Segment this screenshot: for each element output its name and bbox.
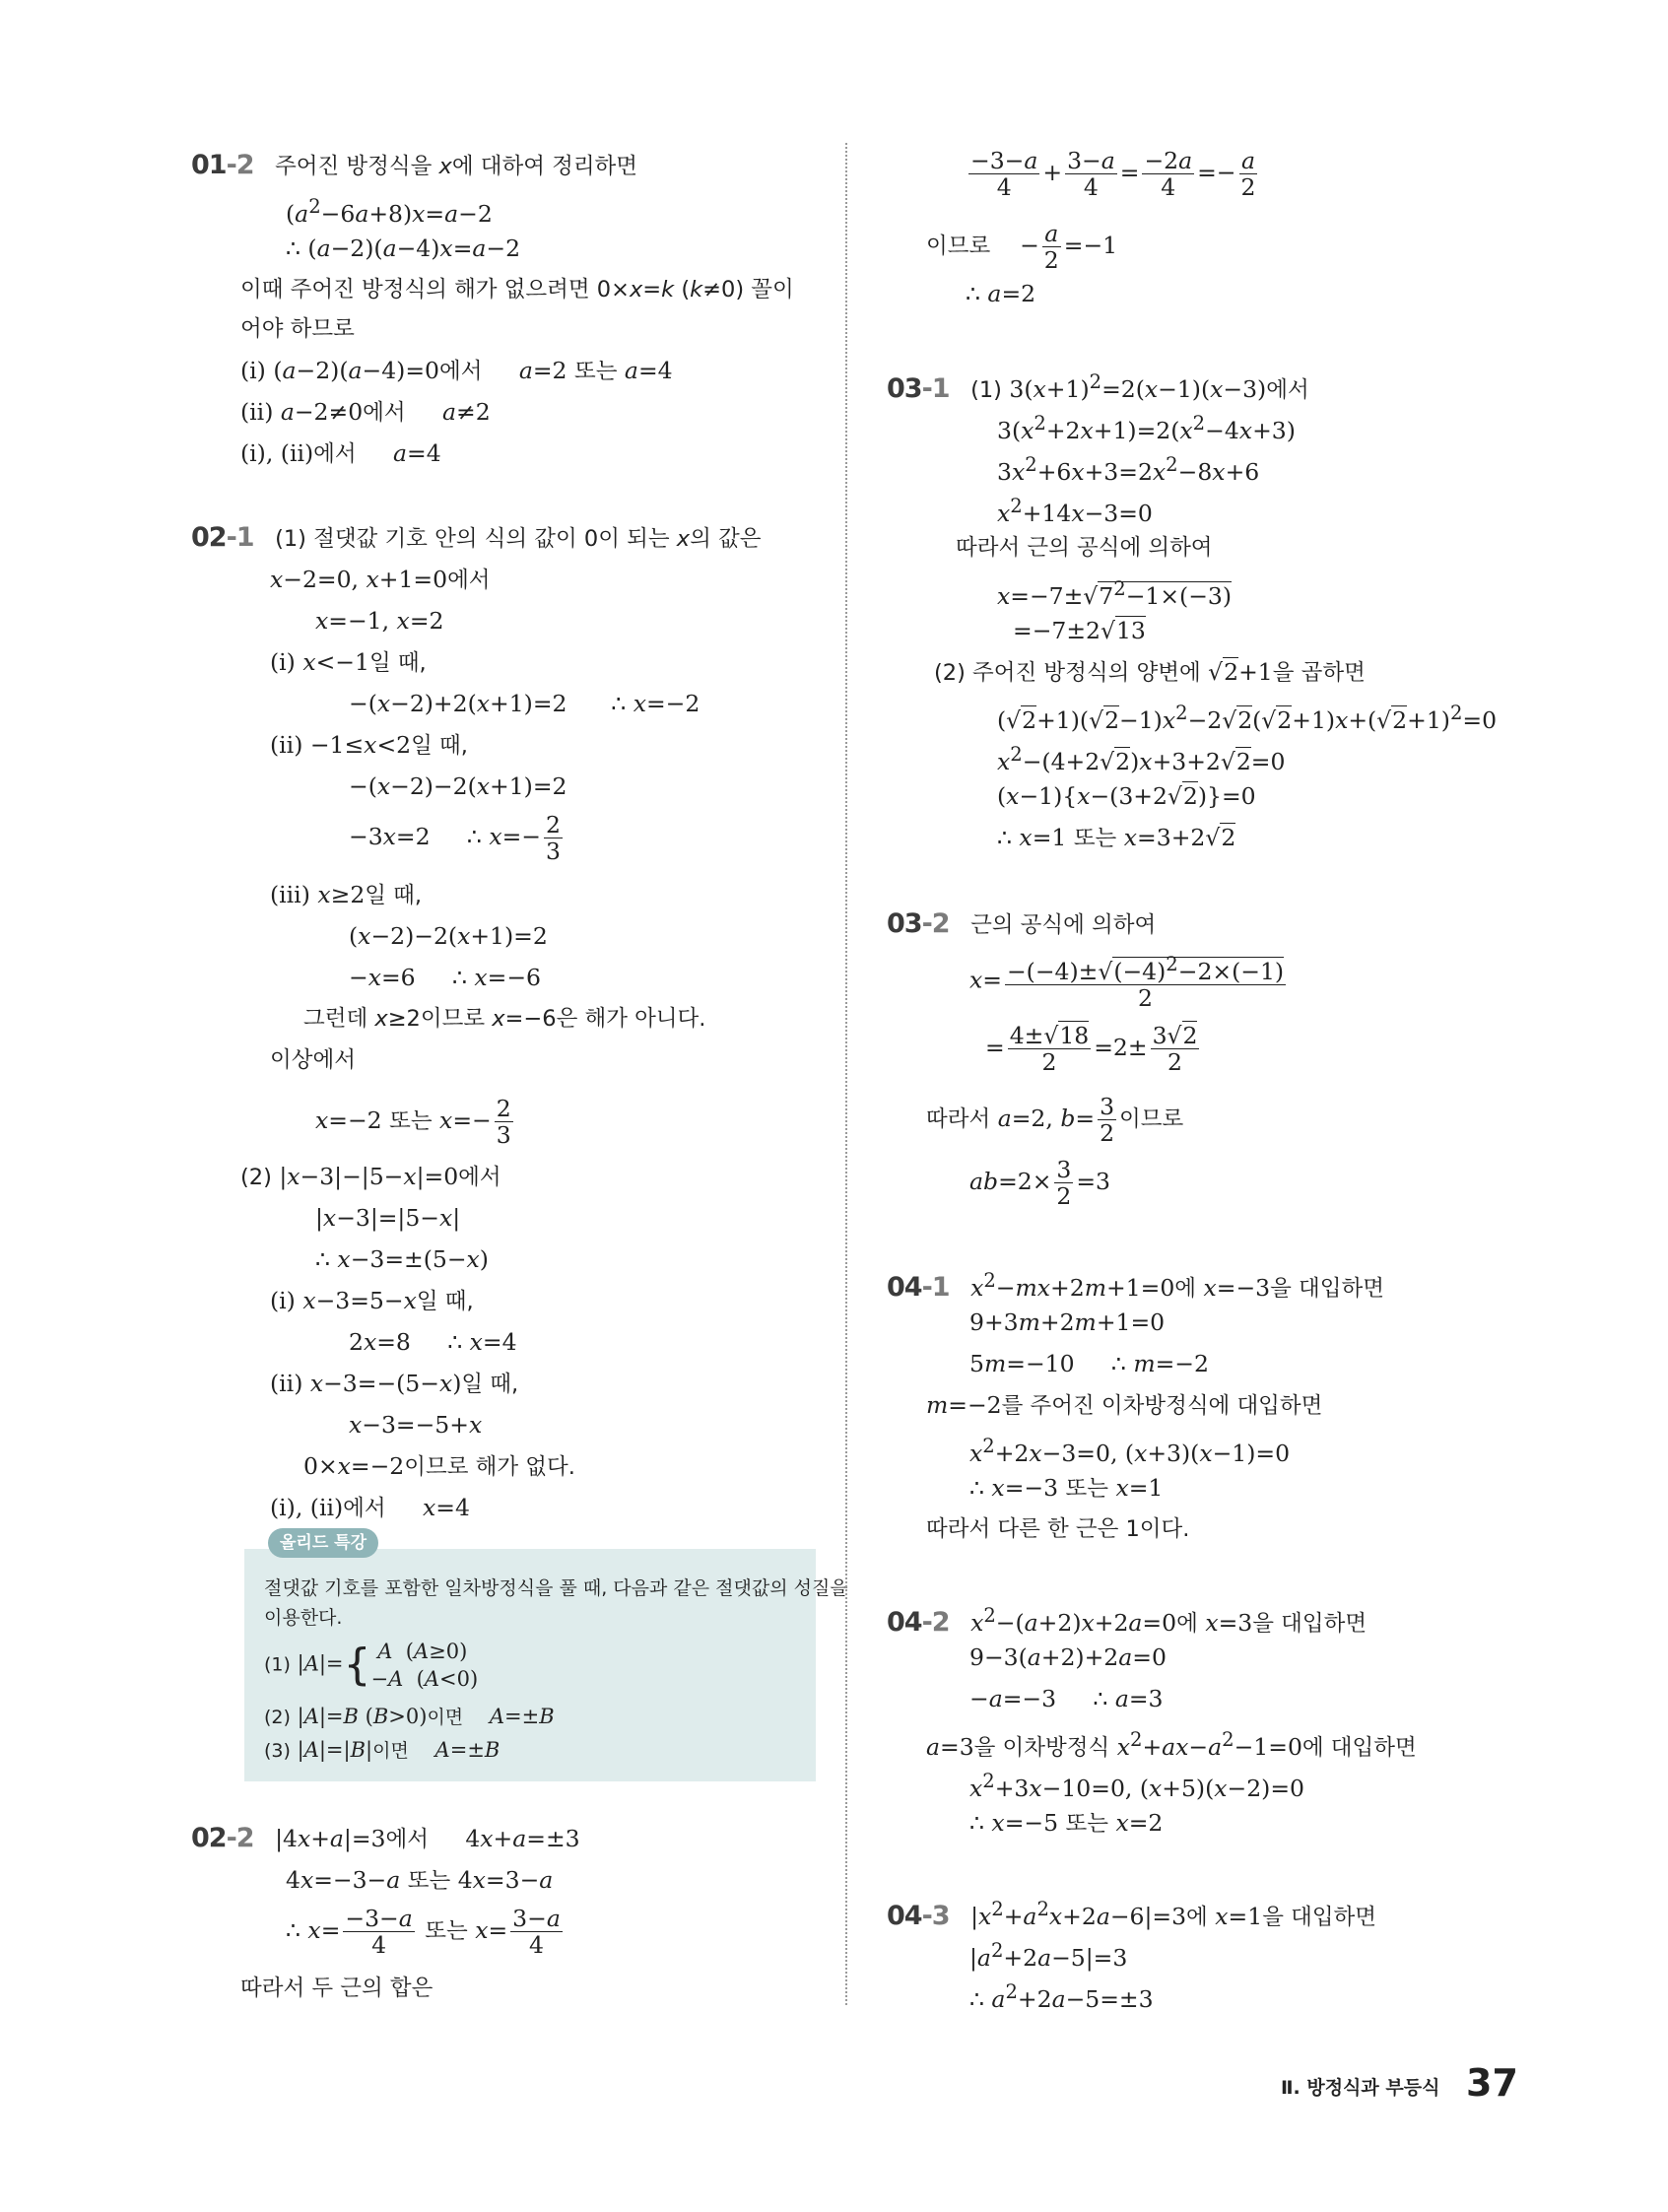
- math-line: |x−3|=|5−x|: [315, 1204, 461, 1232]
- problem-number: 02-1: [191, 522, 254, 553]
- problem-number: 01-2: [191, 150, 254, 180]
- problem-number: 04-3: [887, 1900, 950, 1931]
- math-line: (ⅰ) x−3=5−x일 때,: [270, 1287, 474, 1314]
- math-line: ∴ x= $\frac{-3-a}{4}$ 또는 x= $\frac{3-a}{4}$: [286, 1905, 561, 1959]
- text-line: 따라서 근의 공식에 의하여: [956, 535, 1213, 561]
- problem-04-2-line-1: 04-2 $x^2-(a+2)x+2a=0$에 x=3을 대입하면: [887, 1604, 1368, 1638]
- tip-rule-1: (1) |A|={ A (A≥0) −A (A<0): [264, 1640, 479, 1691]
- problem-number: 03-1: [887, 372, 950, 404]
- math-line: $x=-7\pm√7^2-1\times(-3)$: [997, 577, 1232, 610]
- math-line: 2x=8 ∴ x=4: [349, 1328, 517, 1356]
- math-line: (x−2)−2(x+1)=2: [349, 922, 548, 950]
- math-line: ∴ a=2: [966, 280, 1036, 307]
- math-line: $x^2-(4+2√2)x+3+2√2=0$: [997, 743, 1286, 775]
- math-line: $(√2+1)(√2-1)x^2-2√2(√2+1)x+(√2+1)^2=0$: [997, 702, 1498, 734]
- text-line: 따라서 두 근의 합은: [240, 1976, 434, 2001]
- math-line: ∴ x−3=±(5−x): [315, 1245, 489, 1273]
- problem-number: 03-2: [887, 908, 950, 939]
- problem-04-3-line-1: 04-3 $|x^2+a^2x+2a-6|=3$에 x=1을 대입하면: [887, 1898, 1377, 1931]
- math-line: x=−1, x=2: [315, 607, 444, 635]
- math-line: ab=2× $\frac{3}{2}$ =3: [969, 1156, 1111, 1210]
- math-line: ∴ x=1 또는 x=3+2√2: [997, 824, 1236, 851]
- math-line: (ⅰ) x<−1일 때,: [270, 648, 427, 676]
- math-line: 0×x=−2이므로 해가 없다.: [303, 1452, 575, 1480]
- math-line: x−3=−5+x: [349, 1411, 483, 1439]
- math-line: −a=−3 ∴ a=3: [969, 1685, 1164, 1712]
- math-line: = $\frac{4\pm√18}{2}$ =2± $\frac{3√2}{2}$: [985, 1022, 1198, 1076]
- text-line: 그런데 x≥2이므로 x=−6은 해가 아니다.: [303, 1006, 706, 1032]
- math-line: m=−2를 주어진 이차방정식에 대입하면: [926, 1391, 1323, 1419]
- math-line: (2) |x−3|−|5−x|=0에서: [240, 1163, 501, 1190]
- math-line: −(x−2)−2(x+1)=2: [349, 772, 567, 800]
- footer-chapter: Ⅱ. 방정식과 부등식: [1281, 2077, 1440, 2099]
- math-line: ∴ x=−3 또는 x=1: [969, 1474, 1164, 1502]
- problem-02-1-line-1: 02-1 (1) 절댓값 기호 안의 식의 값이 0이 되는 x의 값은: [191, 522, 762, 553]
- math-line: (ⅰ), (ⅱ)에서 x=4: [270, 1494, 470, 1521]
- math-line: (ⅱ) x−3=−(5−x)일 때,: [270, 1370, 519, 1397]
- math-line: $3(x^2+2x+1)=2(x^2-4x+3)$: [997, 412, 1296, 444]
- problem-04-1-line-1: 04-1 $x^2-mx+2m+1=0$에 x=−3을 대입하면: [887, 1269, 1384, 1303]
- text-line: 이때 주어진 방정식의 해가 없으려면 0×x=k (k≠0) 꼴이: [240, 277, 794, 302]
- page-number: 37: [1466, 2061, 1518, 2105]
- math-line: 따라서 a=2, b= $\frac{3}{2}$ 이므로: [926, 1093, 1184, 1147]
- column-divider: [845, 143, 847, 2005]
- tip-line-1: 절댓값 기호를 포함한 일차방정식을 풀 때, 다음과 같은 절댓값의 성질을: [264, 1577, 848, 1599]
- math-line: ∴ $a^2+2a-5=\pm 3$: [969, 1980, 1154, 2013]
- problem-number: 02-2: [191, 1823, 254, 1853]
- math-line: $3x^2+6x+3=2x^2-8x+6$: [997, 453, 1260, 486]
- problem-03-2-line-1: 03-2 근의 공식에 의하여: [887, 908, 1157, 939]
- math-line: −(x−2)+2(x+1)=2 ∴ x=−2: [349, 690, 701, 717]
- math-line: (2) 주어진 방정식의 양변에 √2+1을 곱하면: [934, 658, 1366, 686]
- math-line: 4x=−3−a 또는 4x=3−a: [286, 1866, 554, 1894]
- tip-line-2: 이용한다.: [264, 1607, 343, 1629]
- math-line: $x^2+14x-3=0$: [997, 495, 1153, 527]
- math-line: (x−1){x−(3+2√2)}=0: [997, 782, 1256, 810]
- math-line: $\frac{-3-a}{4}$ + $\frac{3-a}{4}$ = $\frac{-2a}{4}$ =− $\frac{a}{2}$: [970, 147, 1256, 201]
- math-line: 9+3m+2m+1=0: [969, 1308, 1166, 1336]
- math-line: x=−2 또는 x=− $\frac{2}{3}$: [315, 1095, 511, 1149]
- problem-number: 04-2: [887, 1606, 950, 1638]
- text-line: 따라서 다른 한 근은 1이다.: [926, 1516, 1190, 1542]
- math-line: (ⅰ), (ⅱ)에서 a=4: [240, 439, 441, 467]
- math-line: −3x=2 ∴ x=− $\frac{2}{3}$: [349, 811, 561, 865]
- math-line: 5m=−10 ∴ m=−2: [969, 1350, 1209, 1377]
- text-line: 이상에서: [270, 1047, 356, 1073]
- problem-01-2-line-1: 01-2 주어진 방정식을 x에 대하여 정리하면: [191, 150, 638, 180]
- tip-label: 올리드 특강: [268, 1528, 378, 1558]
- math-line: =−7±2√13: [1013, 617, 1146, 644]
- tip-rule-2: (2) |A|=B (B>0)이면 A=±B: [264, 1705, 555, 1728]
- math-line: x= $\frac{-(-4)\pm√(-4)^2-2\times(-1)}{2}$: [969, 953, 1285, 1012]
- problem-03-1-line-1: 03-1 (1) $3(x+1)^2=2(x-1)(x-3)$에서: [887, 370, 1309, 404]
- math-line: (ⅱ) a−2≠0에서 a≠2: [240, 398, 491, 426]
- math-line: $|a^2+2a-5|=3$: [969, 1939, 1128, 1972]
- problem-02-2-line-1: 02-2 |4x+a|=3에서 4x+a=±3: [191, 1823, 580, 1853]
- tip-rule-3: (3) |A|=|B|이면 A=±B: [264, 1738, 500, 1762]
- math-line: $(a^2-6a+8)x=a-2$: [286, 195, 493, 228]
- math-line: x−2=0, x+1=0에서: [270, 566, 491, 593]
- math-line: ∴ x=−5 또는 x=2: [969, 1809, 1164, 1837]
- math-line: −x=6 ∴ x=−6: [349, 964, 541, 991]
- problem-number: 04-1: [887, 1271, 950, 1303]
- math-line: 이므로 − $\frac{a}{2}$ =−1: [926, 220, 1118, 274]
- math-line: $x^2+2x-3=0$, (x+3)(x−1)=0: [969, 1435, 1291, 1467]
- math-line: ∴ (a−2)(a−4)x=a−2: [286, 235, 521, 262]
- math-line: (ⅱ) −1≤x<2일 때,: [270, 731, 468, 759]
- math-line: a=3을 이차방정식 $x^2+ax-a^2-1=0$에 대입하면: [926, 1728, 1417, 1761]
- math-line: $x^2+3x-10=0$, (x+5)(x−2)=0: [969, 1770, 1304, 1802]
- text-line: 어야 하므로: [240, 316, 355, 342]
- math-line: (ⅲ) x≥2일 때,: [270, 881, 423, 908]
- math-line: (ⅰ) (a−2)(a−4)=0에서 a=2 또는 a=4: [240, 357, 673, 384]
- math-line: 9−3(a+2)+2a=0: [969, 1643, 1167, 1671]
